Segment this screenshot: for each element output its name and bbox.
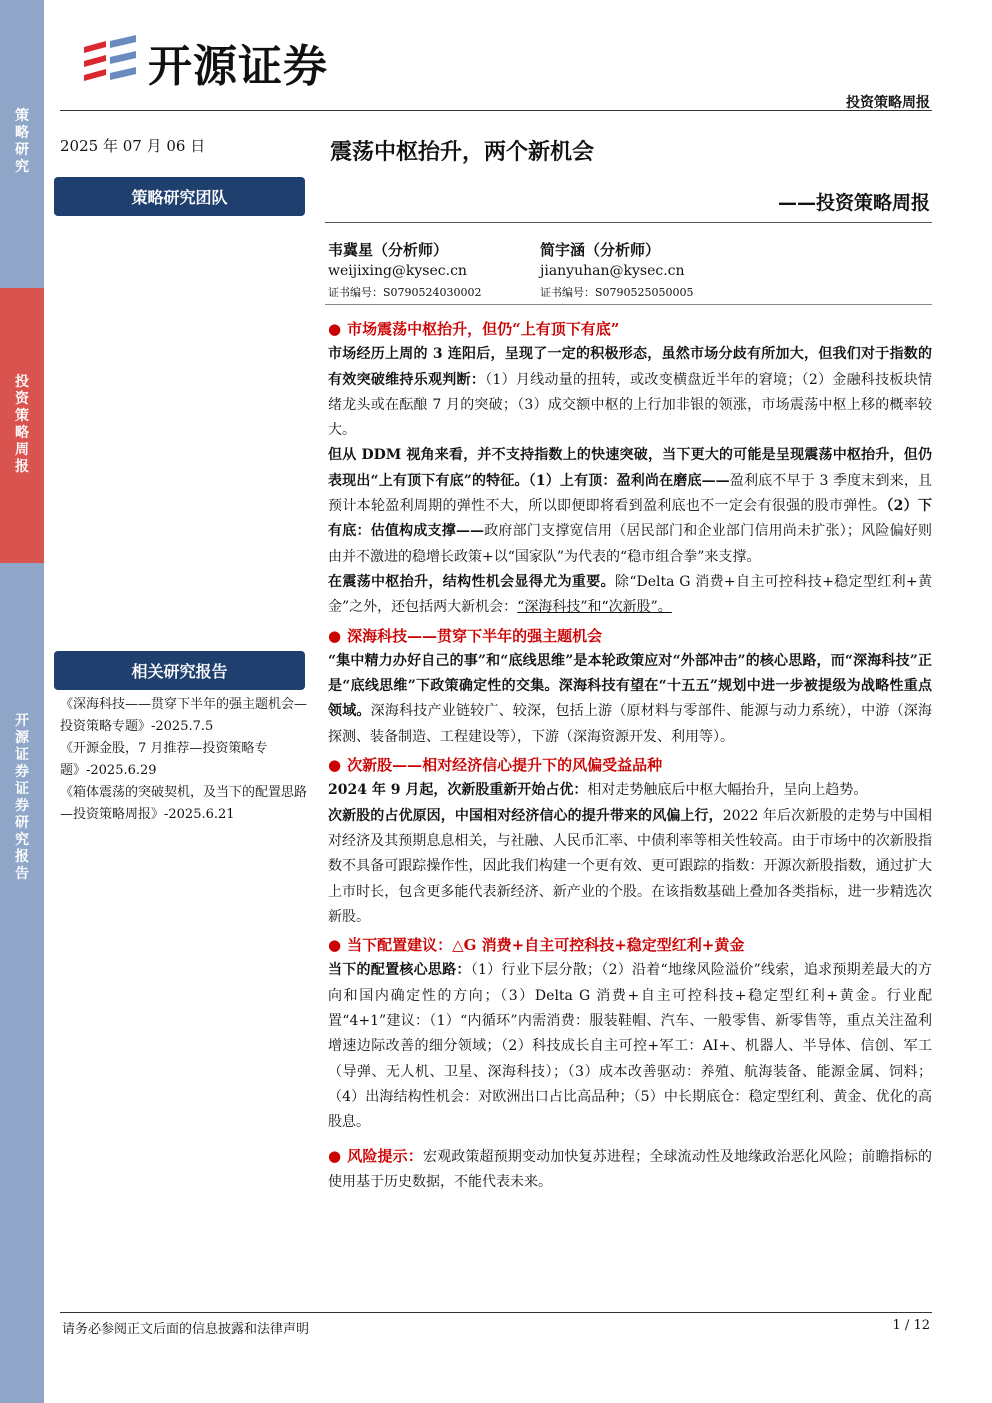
company-logo (80, 30, 328, 94)
report-type: 投资策略周报 (846, 95, 930, 111)
main-content (328, 314, 932, 1195)
team-label-box: 策略研究团队 (54, 177, 305, 216)
page-title: 震荡中枢抬升，两个新机会 (330, 140, 595, 165)
paragraph: 但从 DDM 视角来看，并不支持指数上的快速突破，当下更大的可能是呈现震荡中枢抬升，但仍表现出“上有顶下有底”的特征。（1）上有顶：盈利尚在磨底——盈利底不早于 3 季度末到来，且预计本轮盈利周期的弹性不大，所以即便即将看到盈利底也不一定会有很强的股市弹性。（2）下有底：估值构成支撑——政府部门支撑宽信用（居民部门和企业部门信用尚未扩张）；风险偏好则由并不激进的稳增长政策+以“国家队”为代表的“稳市组合拳”来支撑。 (328, 447, 933, 565)
bullet-icon: ● (328, 320, 342, 338)
bullet-icon: ● (328, 626, 342, 645)
related-reports-list (60, 694, 310, 826)
sidebar-band-weekly (0, 288, 44, 563)
footer-divider (60, 1312, 932, 1313)
paragraph: 次新股的占优原因，中国相对经济信心的提升带来的风偏上行，2022 年后次新股的走势与中国相对经济及其预期息息相关，与社融、人民币汇率、中债利率等相关性较高。由于市场中的次新股指数不具备可跟踪操作性，因此我们构建一个更有效、更可跟踪的指数：开源次新股指数，通过扩大上市时长，包含更多能代表新经济、新产业的个股。在该指数基础上叠加各类指标，进一步精选次新股。 (328, 807, 932, 925)
paragraph: 2024 年 9 月起，次新股重新开始占优：相对走势触底后中枢大幅抬升，呈向上趋势。 (328, 782, 868, 799)
author-email[interactable]: weijixing@kysec.cn (328, 263, 467, 279)
sidebar-band-strategy (0, 0, 44, 288)
bullet-icon: ● (328, 1146, 342, 1165)
author-divider (325, 304, 932, 305)
author-cert: 证书编号：S0790525050005 (540, 286, 694, 299)
section-heading-1: ● 市场震荡中枢抬升，但仍“上有顶下有底” (328, 320, 620, 338)
author-name: 韦冀星（分析师） (328, 241, 449, 259)
author-email[interactable]: jianyuhan@kysec.cn (540, 263, 685, 279)
bullet-icon: ● (328, 936, 342, 955)
section-heading-4: ● 当下配置建议：△G 消费+自主可控科技+稳定型红利+黄金 (328, 936, 745, 955)
footer-disclaimer: 请务必参阅正文后面的信息披露和法律声明 (62, 1322, 310, 1337)
paragraph: 当下的配置核心思路：（1）行业下层分散；（2）沿着“地缘风险溢价”线索，追求预期差最大的方向和国内确定性的方向；（3）Delta G 消费+自主可控科技+稳定型红利+黄金。行业配置“4+1”建议：（1）“内循环”内需消费：服装鞋帽、汽车、一般零售、新零售等，重点关注盈利增速边际改善的细分领域；（2）科技成长自主可控+军工：AI+、机器人、半导体、信创、军工（导弹、无人机、卫星、深海科技）；（3）成本改善驱动：养殖、航海装备、能源金属、饲料；（4）出海结构性机会：对欧洲出口占比高品种；（5）中长期底仓：稳定型红利、黄金、优化的高股息。 (328, 962, 932, 1131)
related-report-item[interactable]: 《箱体震荡的突破契机，及当下的配置思路—投资策略周报》-2025.6.21 (60, 785, 308, 822)
paragraph: “集中精力办好自己的事”和“底线思维”是本轮政策应对“外部冲击”的核心思路，而“深海科技”正是“底线思维”下政策确定性的交集。深海科技有望在“十五五”规划中进一步被提级为战略性重点领域。深海科技产业链较广、较深，包括上游（原材料与零部件、能源与动力系统），中游（深海探测、装备制造、工程建设等），下游（深海资源开发、利用等）。 (328, 652, 933, 745)
author-1 (328, 240, 482, 303)
page-subtitle: ——投资策略周报 (777, 192, 930, 214)
report-date: 2025 年 07 月 06 日 (60, 137, 206, 155)
logo-text: 开源证券 (148, 41, 328, 92)
paragraph: 市场经历上周的 3 连阳后，呈现了一定的积极形态，虽然市场分歧有所加大，但我们对于指数的有效突破维持乐观判断：（1）月线动量的扭转，或改变横盘近半年的窘境；（2）金融科技板块情绪龙头或在酝酿 7 月的突破；（3）成交额中枢的上行加非银的领涨，市场震荡中枢上移的概率较大。 (328, 346, 932, 439)
author-2 (540, 240, 694, 303)
page-number: 1 / 12 (892, 1318, 930, 1333)
sidebar-band2-text: 投资策略周报 (15, 374, 29, 475)
related-label-box: 相关研究报告 (54, 651, 305, 690)
sidebar-band-brand (0, 563, 44, 1403)
title-divider (325, 222, 932, 223)
section-heading-2: ● 深海科技——贯穿下半年的强主题机会 (328, 626, 603, 645)
sidebar-band1-text: 策略研究 (15, 108, 29, 175)
related-report-item[interactable]: 《深海科技——贯穿下半年的强主题机会—投资策略专题》-2025.7.5 (60, 697, 308, 734)
header-divider (60, 110, 932, 111)
logo-mark-icon (80, 35, 140, 89)
risk-paragraph: ● 风险提示：宏观政策超预期变动加快复苏进程；全球流动性及地缘政治恶化风险；前瞻指标的使用基于历史数据，不能代表未来。 (328, 1146, 932, 1190)
related-report-item[interactable]: 《开源金股，7 月推荐—投资策略专题》-2025.6.29 (60, 741, 268, 778)
section-heading-3: ● 次新股——相对经济信心提升下的风偏受益品种 (328, 756, 663, 775)
author-cert: 证书编号：S0790524030002 (328, 286, 482, 299)
author-name: 简宇涵（分析师） (540, 241, 661, 259)
sidebar-band3-text: 开源证券 证券研究报告 (15, 713, 29, 882)
bullet-icon: ● (328, 756, 342, 775)
paragraph: 在震荡中枢抬升，结构性机会显得尤为重要。除“Delta G 消费+自主可控科技+稳定型红利+黄金”之外，还包括两大新机会：“深海科技”和“次新股”。 (328, 573, 932, 616)
